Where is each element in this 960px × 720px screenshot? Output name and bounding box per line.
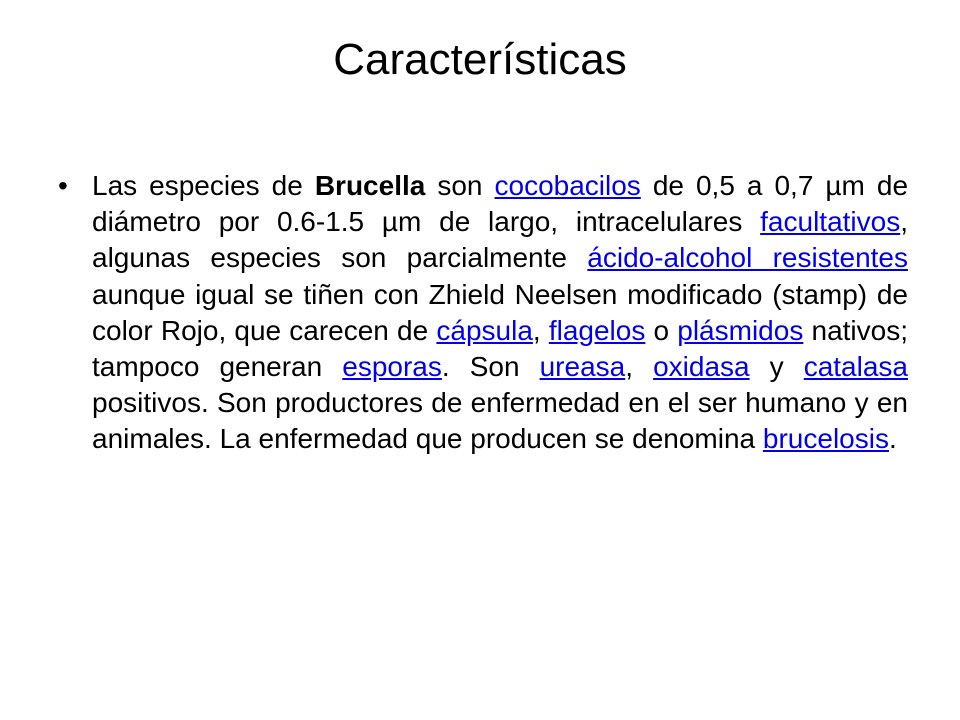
text-segment: positivos. Son productores de enfermedad en el ser humano y en animales. La enfermedad que producen se denomina xyxy=(92,387,908,455)
bold-brucella: Brucella xyxy=(314,170,426,201)
text-segment: y xyxy=(749,351,804,383)
link-plasmidos[interactable]: plásmidos xyxy=(677,314,804,346)
slide-title: Características xyxy=(333,35,627,84)
body-paragraph xyxy=(92,168,908,458)
link-oxidasa[interactable]: oxidasa xyxy=(653,351,750,383)
link-esporas[interactable]: esporas xyxy=(342,351,442,383)
link-brucelosis[interactable]: brucelosis xyxy=(762,423,889,455)
text-segment: . xyxy=(888,423,897,455)
link-ureasa[interactable]: ureasa xyxy=(539,351,626,383)
text-segment: Las especies de xyxy=(92,170,315,201)
text-segment: son xyxy=(425,170,495,201)
text-segment: , xyxy=(532,314,549,346)
link-cocobacilos[interactable]: cocobacilos xyxy=(494,170,641,201)
link-capsula[interactable]: cápsula xyxy=(436,314,533,346)
link-facultativos[interactable]: facultativos xyxy=(760,206,901,238)
link-acido-alcohol-resistentes[interactable]: ácido-alcohol resistentes xyxy=(587,242,908,274)
text-segment: nativos; tampoco generan xyxy=(92,314,908,383)
text-segment: de 0,5 a 0,7 µm de diámetro por 0.6-1.5 µm de largo, intracelulares xyxy=(92,170,909,238)
text-segment: , xyxy=(625,351,654,383)
link-catalasa[interactable]: catalasa xyxy=(803,351,908,383)
text-segment: aunque igual se tiñen con Zhield Neelsen modificado (stamp) de color Rojo, que carecen de xyxy=(92,278,908,346)
text-segment: . Son xyxy=(441,351,540,383)
text-segment: , algunas especies son parcialmente xyxy=(92,206,908,274)
bullet-icon: • xyxy=(58,170,68,201)
text-segment: o xyxy=(645,314,678,346)
link-flagelos[interactable]: flagelos xyxy=(548,314,646,346)
